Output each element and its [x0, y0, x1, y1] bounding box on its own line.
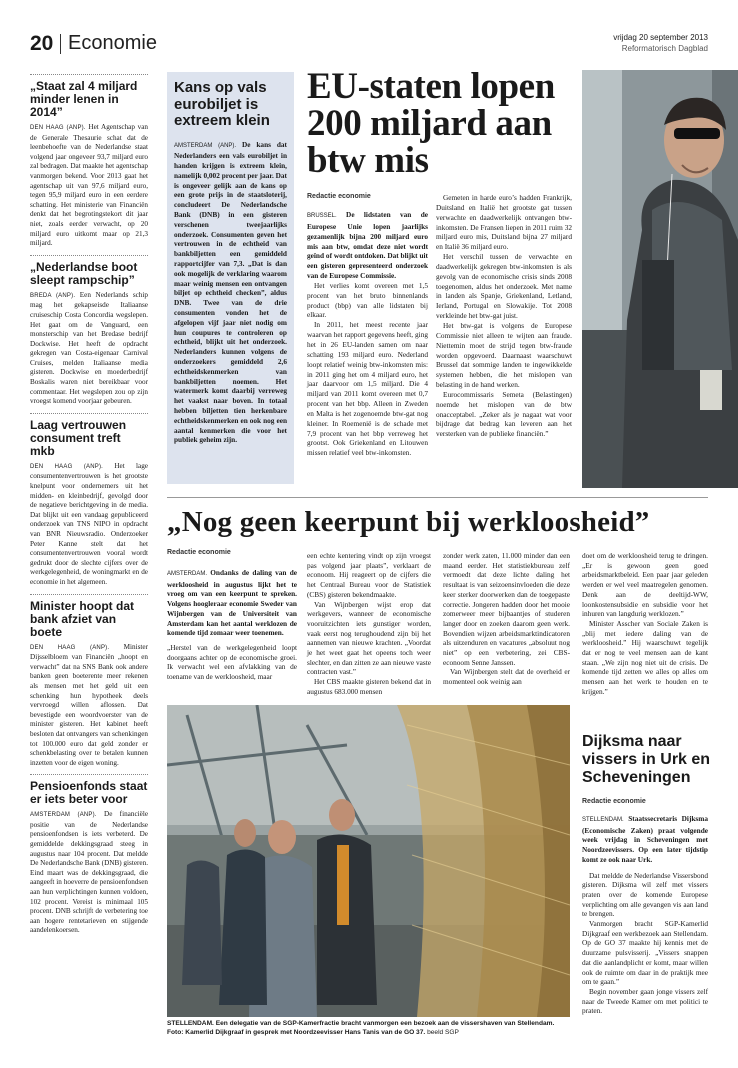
box-dateline: AMSTERDAM (ANP). [174, 142, 237, 149]
werkloosheid-paragraph: doet om de werkloosheid terug te dringen. „Er is gewoon geen goed arbeidsmarktbeleid. Een paar jaar geleden werden er wel veel maatregelen genomen. Denk aan de deeltijd-WW, loonkostensubsidie en subsidie voor het inhuren van langdurig werklozen.” [582, 551, 708, 619]
eu-article-paragraph: Gemeten in harde euro’s hadden Frankrijk, Duitsland en Italië het grootste gat tussen verwachte en daadwerkelijk ontvangen btw-inkomsten. De Fransen liepen in 2011 ruim 32 miljard euro mis, Duitsland bijna 27 miljard en Italië 36 miljard euro. [436, 193, 572, 252]
brief-divider [30, 74, 148, 75]
dijksma-dateline: STELLENDAM. [582, 817, 624, 823]
man-with-sunglasses-photo [582, 70, 738, 488]
caption-text: Een delegatie van de SGP-Kamerfractie bracht vanmorgen een bezoek aan de vissershaven van Stellendam. Foto: Kamerlid Dijkgraaf in gesprek met Noordzeevisser Hans Tanis van de GO 37. [167, 1020, 555, 1036]
werkloosheid-paragraph: Van Wijnbergen stelt dat de overheid er momenteel ook weinig aan [443, 667, 570, 687]
brief-body [30, 291, 148, 407]
werkloosheid-lead-text: Ondanks de daling van de werkloosheid in augustus lijkt het te vroeg om van een keerpunt te spreken. Volgens hoogleraar economie Sweder van Wijnbergen van de Universiteit van Amsterdam kan het aantal werklozen de komende tijd zomaar weer toenemen. [167, 568, 297, 638]
brief-text: Minister Dijsselbloem van Financiën „hoopt en verwacht” dat na SNS Bank ook andere banken geen boeterente meer rekenen als mensen met het geld uit een schenking hun hypotheek deels vervroegd willen aflossen. Dat bevestigde een woordvoerster van de minister gisteren. Het kabinet heeft besloten dat ontvangers van schenkingen tot 100.000 euro dat geld zonder er schenkbelasting over te betalen kunnen inzetten voor de eigen woning. [30, 642, 148, 767]
brief-dateline: AMSTERDAM (ANP). [30, 812, 97, 819]
dijksma-headline: Dijksma naar vissers in Urk en Scheveningen [582, 733, 711, 786]
brief-body [30, 123, 148, 249]
dijksma-paragraph: Dat meldde de Nederlandse Vissersbond gisteren. Dijksma wil zelf met vissers praten over de komende Europese verplichting om alle gevangen vis aan land te brengen. [582, 870, 708, 919]
werkloosheid-dateline: AMSTERDAM. [167, 571, 208, 577]
issue-date: vrijdag 20 september 2013 [613, 33, 708, 42]
brief-body [30, 462, 148, 588]
werkloosheid-column-1 [167, 568, 297, 682]
page-number: 20 [30, 32, 54, 55]
werkloosheid-paragraph: Van Wijnbergen wijst erop dat werkgevers, wanneer de economische vooruitzichten iets gunstiger worden, vaak eerst nog terughoudend zijn bij het aannemen van nieuwe krachten. „Voordat je het weet gaat het opeens toch weer slechter, en dan zitten ze aan nieuwe vaste contracten vast.” [307, 599, 431, 677]
dijksma-lead-text: Staatssecretaris Dijksma (Economische Zaken) praat volgende week vrijdag in Scheveningen met Noordzeevissers. Op een later tijdstip komt ze ook naar Urk. [582, 814, 708, 864]
caption-credit: beeld SGP [427, 1028, 459, 1036]
werkloosheid-paragraph: zonder werk zaten, 11.000 minder dan een maand eerder. Het statistiekbureau zelf vermoedt dat deze lichte daling het resultaat is van seizoensinvloeden die deze keer sterker doorwerken dan de toegepaste correctie. Jongeren hadden door het mooie zomerweer meer bijbaantjes of studeren langer door en zoeken daarom geen werk. Bovendien wijzen arbeidsmarktindicatoren als uitzenduren en vacatures „absoluut nog niet” op een verbetering, zei CBS-econoom Senne Janssen. [443, 551, 570, 667]
brief-headline: „Staat zal 4 miljard minder lenen in 2014” [30, 79, 138, 119]
caption-place: STELLENDAM. [167, 1020, 214, 1027]
newspaper-name: Reformatorisch Dagblad [621, 44, 708, 53]
box-body [174, 140, 287, 446]
section-title: Economie [68, 32, 157, 54]
eu-article-column-1 [307, 210, 428, 458]
brief-dateline: DEN HAAG (ANP). [30, 463, 104, 470]
brief-divider [30, 413, 148, 414]
box-text: De kans dat Nederlanders een vals eurobiljet in handen krijgen is extreem klein, namelijk 0,002 procent per jaar. Dat is ongeveer gelijk aan de kans op een grote prijs in de staatsloterij, concludeert De Nederlandsche Bank (DNB) in een gisteren verschenen tweejaarlijks onderzoek. Consumenten geven het vertrouwen in de echtheid van bankbiljetten een gemiddeld rapportcijfer van 7,3. „Dat is dan ook mogelijk de verklaring waarom maar weinig mensen een ontvangen biljet op echtheid checken”, aldus DNB. Twee van de drie consumenten vonden het de afgelopen vijf jaar niet nodig om hun coupures te controleren op echtheid, blijkt uit het onderzoek. Nederlanders kunnen volgens de onderzoekers gemiddeld 2,6 echtheidskenmerken van bankbiljetten noemen. Het watermerk komt daarbij verreweg het vaakst naar boven. In totaal hebben biljetten tien herkenbare echtheidskenmerken en ook nog een aantal kenmerken die voor het publiek geheim zijn. [174, 139, 287, 445]
werkloosheid-column-4 [582, 551, 708, 697]
eu-article-dateline: BRUSSEL. [307, 213, 337, 219]
brief-divider [30, 594, 148, 595]
eu-article-paragraph: Het verschil tussen de verwachte en daadwerkelijk gekregen btw-inkomsten is als gevolg van de economische crisis sinds 2008 toegenomen, aldus het onderzoek. Met name in landen als Spanje, Griekenland, Letland, Ierland, Portugal en Slowakije. Tot 2008 verkleinde het btw-gat juist. [436, 252, 572, 321]
page-header [30, 30, 708, 58]
brief-text: De financiële positie van de Nederlandse pensioenfondsen is iets verbeterd. De gemiddelde dekkingsgraad steeg in augustus naar 104 procent. Dat meldde De Nederlandsche Bank (DNB) gisteren. Eind maart was de dekkingsgraad, die aangeeft in hoeverre de pensioenfondsen aan hun verplichtingen kunnen voldoen, 102 procent. Vereist is minimaal 105 procent. DNB schrijft de verbetering toe aan hogere rentetarieven en stijgende aandelenkoersen. [30, 810, 149, 935]
header-divider [60, 34, 61, 54]
brief-dateline: DEN HAAG (ANP). [30, 125, 86, 131]
werkloosheid-paragraph: „Herstel van de werkgelegenheid loopt doorgaans achter op de economische groei. Ik verwacht wel een afvlakking van de toename van de werkloosheid, maar [167, 642, 297, 682]
harbour-photo-illustration [167, 705, 570, 1017]
brief-body [30, 810, 148, 936]
dijksma-paragraph: Vanmorgen bracht SGP-Kamerlid Dijkgraaf een werkbezoek aan Stellendam. Op de GO 37 maakte hij kennis met de duurzame pulsvisserij. „Vissers snappen dat die aanlandplicht er komt, maar willen ook de ruimte om daar in de praktijk mee om te gaan.” [582, 919, 708, 987]
werkloosheid-paragraph: een echte kentering vindt op zijn vroegst pas volgend jaar plaats”, verklaart de econoom. Hij reageert op de cijfers die het Centraal Bureau voor de Statistiek (CBS) gisteren bekendmaakte. [307, 551, 431, 599]
brief-headline: „Nederlandse boot sleept rampschip” [30, 259, 138, 287]
section-rule [167, 497, 708, 498]
werkloosheid-paragraph: Minister Asscher van Sociale Zaken is „blij met iedere daling van de werkloosheid.” Hij waarschuwt tegelijk dat er nog te veel mensen aan de kant staan. „We zijn nog niet uit de crisis. De komende tijd zetten we alles op alles om mensen aan het werk te houden en te krijgen.” [582, 618, 708, 696]
box-headline: Kans op vals eurobiljet is extreem klein [174, 79, 270, 129]
eu-article-byline: Redactie economie [307, 193, 371, 200]
photo-caption [167, 1020, 570, 1037]
eu-article-column-2 [436, 193, 572, 439]
man-photo-illustration [582, 70, 738, 488]
brief-text: Het Agentschap van de Generale Thesaurie schat dat de leenbehoefte van de Nederlandse staat volgend jaar ongeveer 93,7 miljard euro zal bedragen. Dat maakte het agentschap vanmorgen bekend. Voor 2013 gaat het agentschap uit van 97,6 miljard euro, tegen 95,9 miljard euro in een eerdere schatting. Het ministerie van Financiën denkt dat het begrotingstekort dit jaar niet, zoals eerder verwacht, op 20 miljard euro uitkomt maar op 21,3 miljard. [30, 123, 148, 248]
brief-dateline: BREDA (ANP). [30, 292, 76, 299]
eu-article-paragraph: In 2011, het meest recente jaar waarvan het rapport gegevens heeft, ging het in 26 EU-landen samen om naar schatting 193 miljard euro. Nederland loopt relatief weinig btw-inkomsten mis: in 2011 ging het om 4 miljard euro, het jaar daarvoor om 1,5 miljard. Die 4 miljard van 2011 komt overeen met 0,7 procent van het bbp. Alleen in Zweden en Malta is het zogenoemde btw-gat nog kleiner. In Roemenië is de schade met 7,9 procent van het bbp verreweg het grootst. Ook Griekenland en Litouwen missen relatief veel btw-inkomsten. [307, 320, 428, 458]
eu-article-lead [307, 210, 428, 281]
brief-divider [30, 255, 148, 256]
eu-article-paragraph: Eurocommissaris Semeta (Belastingen) noemde het mislopen van de btw onacceptabel. „Zeker als je nagaat wat voor bijdrage dat bedrag kan leveren aan het versterken van de publieke financiën.” [436, 389, 572, 439]
eu-article-lead-text: De lidstaten van de Europese Unie lopen jaarlijks gezamenlijk bijna 200 miljard euro mis aan btw, omdat deze niet wordt geïnd of wordt ontdoken. Dat blijkt uit een gisteren gepresenteerd onderzoek van de Europese Commissie. [307, 210, 429, 281]
brief-body [30, 643, 148, 769]
news-briefs-column [30, 68, 148, 936]
eurobiljet-box [167, 72, 294, 484]
dijksma-paragraph: Begin november gaan jonge vissers zelf naar de Tweede Kamer om met politici te praten. [582, 986, 708, 1016]
brief-headline: Laag vertrouwen consument treft mkb [30, 417, 127, 458]
werkloosheid-byline: Redactie economie [167, 549, 231, 556]
brief-dateline: DEN HAAG (ANP). [30, 644, 110, 651]
brief-text: Het lage consumentenvertrouwen is het grootste knelpunt voor ondernemers uit het midden- en kleinbedrijf, gevolgd door de negatieve berichtgeving in de media. Dat blijkt uit een vandaag gepubliceerd onderzoek van TNS NIPO in opdracht van BNR Nieuwsradio. Onderzoeker Peter Kanne stelt dat het consumentenvertrouwen vooral wordt gedrukt door de slechte cijfers over de werkgelegenheid, de woningmarkt en de economie in het algemeen. [30, 461, 148, 586]
werkloosheid-lead [167, 568, 297, 638]
dijksma-lead [582, 814, 708, 865]
brief-headline: Minister hoopt dat bank afziet van boete [30, 598, 134, 639]
brief-headline: Pensioenfonds staat er iets beter voor [30, 779, 148, 807]
eu-article-paragraph: Het verlies komt overeen met 1,5 procent van het bruto binnenlands product (bbp) van alle lidstaten bij elkaar. [307, 280, 428, 320]
issue-info [613, 32, 708, 54]
werkloosheid-column-3 [443, 551, 570, 687]
brief-text: Een Nederlands schip mag het gekapseisde Italiaanse cruiseschip Costa Concordia wegslepen. Het gaat om de Vanguard, een monsterschip van het Bredase bedrijf Dockwise. Het heeft de opdracht gekregen van Costa-eigenaar Carnival Cruises, melden Italiaanse media gisteren. Dockwise en moederbedrijf Boskalis waren niet bereikbaar voor commentaar. Het wegslepen zou op zijn vroegst komend voorjaar gebeuren. [30, 290, 148, 406]
eu-article-headline: EU-staten lopen 200 miljard aan btw mis [307, 66, 555, 181]
werkloosheid-headline: „Nog geen keerpunt bij werkloosheid” [167, 506, 650, 538]
harbour-visit-photo [167, 705, 570, 1017]
dijksma-body [582, 814, 708, 1016]
eu-article-paragraph: Het btw-gat is volgens de Europese Commissie niet alleen te wijten aan fraude. Niettemin moet de strijd tegen btw-fraude worden opgevoerd. Daarnaast waarschuwt Brussel dat sommige landen te ingewikkelde systemen hebben, die het mislopen van belasting in de hand werken. [436, 320, 572, 390]
werkloosheid-column-2 [307, 551, 431, 697]
werkloosheid-paragraph: Het CBS maakte gisteren bekend dat in augustus 683.000 mensen [307, 677, 431, 696]
brief-divider [30, 774, 148, 775]
dijksma-byline: Redactie economie [582, 798, 646, 805]
